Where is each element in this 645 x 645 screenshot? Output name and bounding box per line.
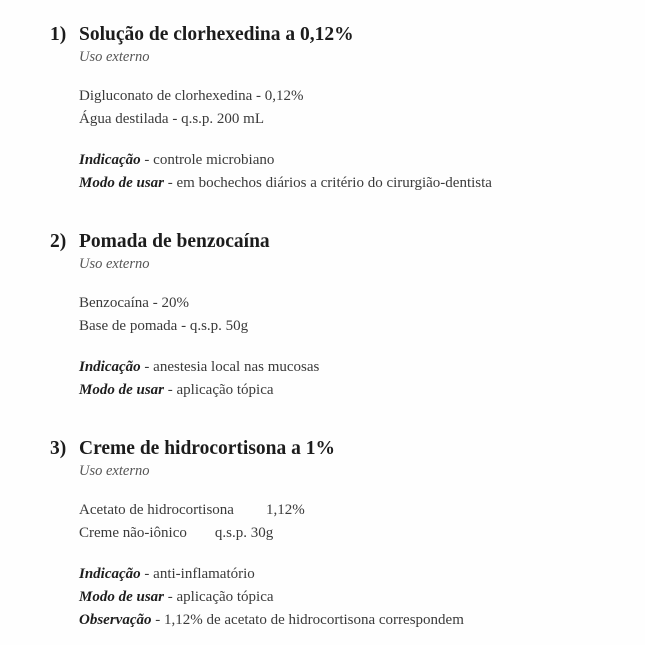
section-title: Pomada de benzocaína (79, 231, 270, 252)
note-label: Indicação (79, 359, 141, 375)
note-label: Modo de usar (79, 175, 165, 191)
note-label: Indicação (79, 566, 141, 582)
note-text: - aplicação tópica (164, 589, 274, 605)
ingredient-separator: - (252, 88, 265, 104)
note-row (79, 356, 630, 379)
section-heading (50, 231, 630, 253)
note-text: - anti-inflamatório (140, 566, 255, 582)
note-row (79, 586, 630, 609)
usage-type: Uso externo (79, 49, 150, 65)
usage-notes (79, 149, 630, 195)
usage-notes (79, 563, 630, 632)
note-text: - aplicação tópica (164, 382, 274, 398)
ingredient-amount: q.s.p. 200 mL (181, 111, 264, 127)
note-row (79, 563, 630, 586)
section-heading (50, 438, 630, 460)
note-row (79, 149, 630, 172)
section-title: Creme de hidrocortisona a 1% (79, 438, 336, 459)
note-label: Modo de usar (79, 589, 165, 605)
ingredient-amount: 0,12% (264, 88, 304, 104)
ingredient-row (79, 85, 630, 108)
ingredient-amount: q.s.p. 50g (189, 318, 249, 334)
note-text: - em bochechos diários a critério do cirurgião-dentista (164, 175, 492, 191)
usage-type: Uso externo (79, 256, 150, 272)
ingredient-separator: - (177, 318, 190, 334)
ingredient-amount: 20% (161, 295, 189, 311)
ingredient-row (79, 499, 630, 522)
usage-notes (79, 356, 630, 402)
ingredient-amount: 1,12% (265, 502, 305, 518)
ingredient-list (79, 85, 630, 131)
section-number: 2) (50, 231, 67, 252)
note-label: Indicação (79, 152, 141, 168)
ingredient-row (79, 292, 630, 315)
ingredient-name: Digluconato de clorhexedina (79, 88, 253, 104)
prescription-section-2 (50, 231, 630, 402)
ingredient-row (79, 108, 630, 131)
note-row (79, 172, 630, 195)
ingredient-amount: q.s.p. 30g (214, 525, 274, 541)
note-row (79, 609, 630, 632)
section-number: 3) (50, 438, 67, 459)
ingredient-separator: - (148, 295, 162, 311)
ingredient-row (79, 315, 630, 338)
note-row (79, 379, 630, 402)
note-label: Observação (79, 612, 152, 628)
ingredient-separator: - (168, 111, 182, 127)
ingredient-list (79, 292, 630, 338)
section-title: Solução de clorhexedina a 0,12% (79, 24, 354, 45)
prescription-section-3 (50, 438, 630, 632)
ingredient-name: Creme não-iônico (79, 525, 187, 541)
ingredient-list (79, 499, 630, 545)
ingredient-row (79, 522, 630, 545)
ingredient-name: Base de pomada (79, 318, 178, 334)
ingredient-name: Benzocaína (79, 295, 149, 311)
ingredient-name: Água destilada (79, 111, 169, 127)
usage-type: Uso externo (79, 463, 150, 479)
note-text: - anestesia local nas mucosas (140, 359, 320, 375)
ingredient-name: Acetato de hidrocortisona (79, 502, 234, 518)
note-label: Modo de usar (79, 382, 165, 398)
section-number: 1) (50, 24, 67, 45)
prescription-section-1 (50, 24, 630, 195)
note-text: - controle microbiano (140, 152, 275, 168)
note-text: - 1,12% de acetato de hidrocortisona correspondem (151, 612, 464, 628)
section-heading (50, 24, 630, 46)
